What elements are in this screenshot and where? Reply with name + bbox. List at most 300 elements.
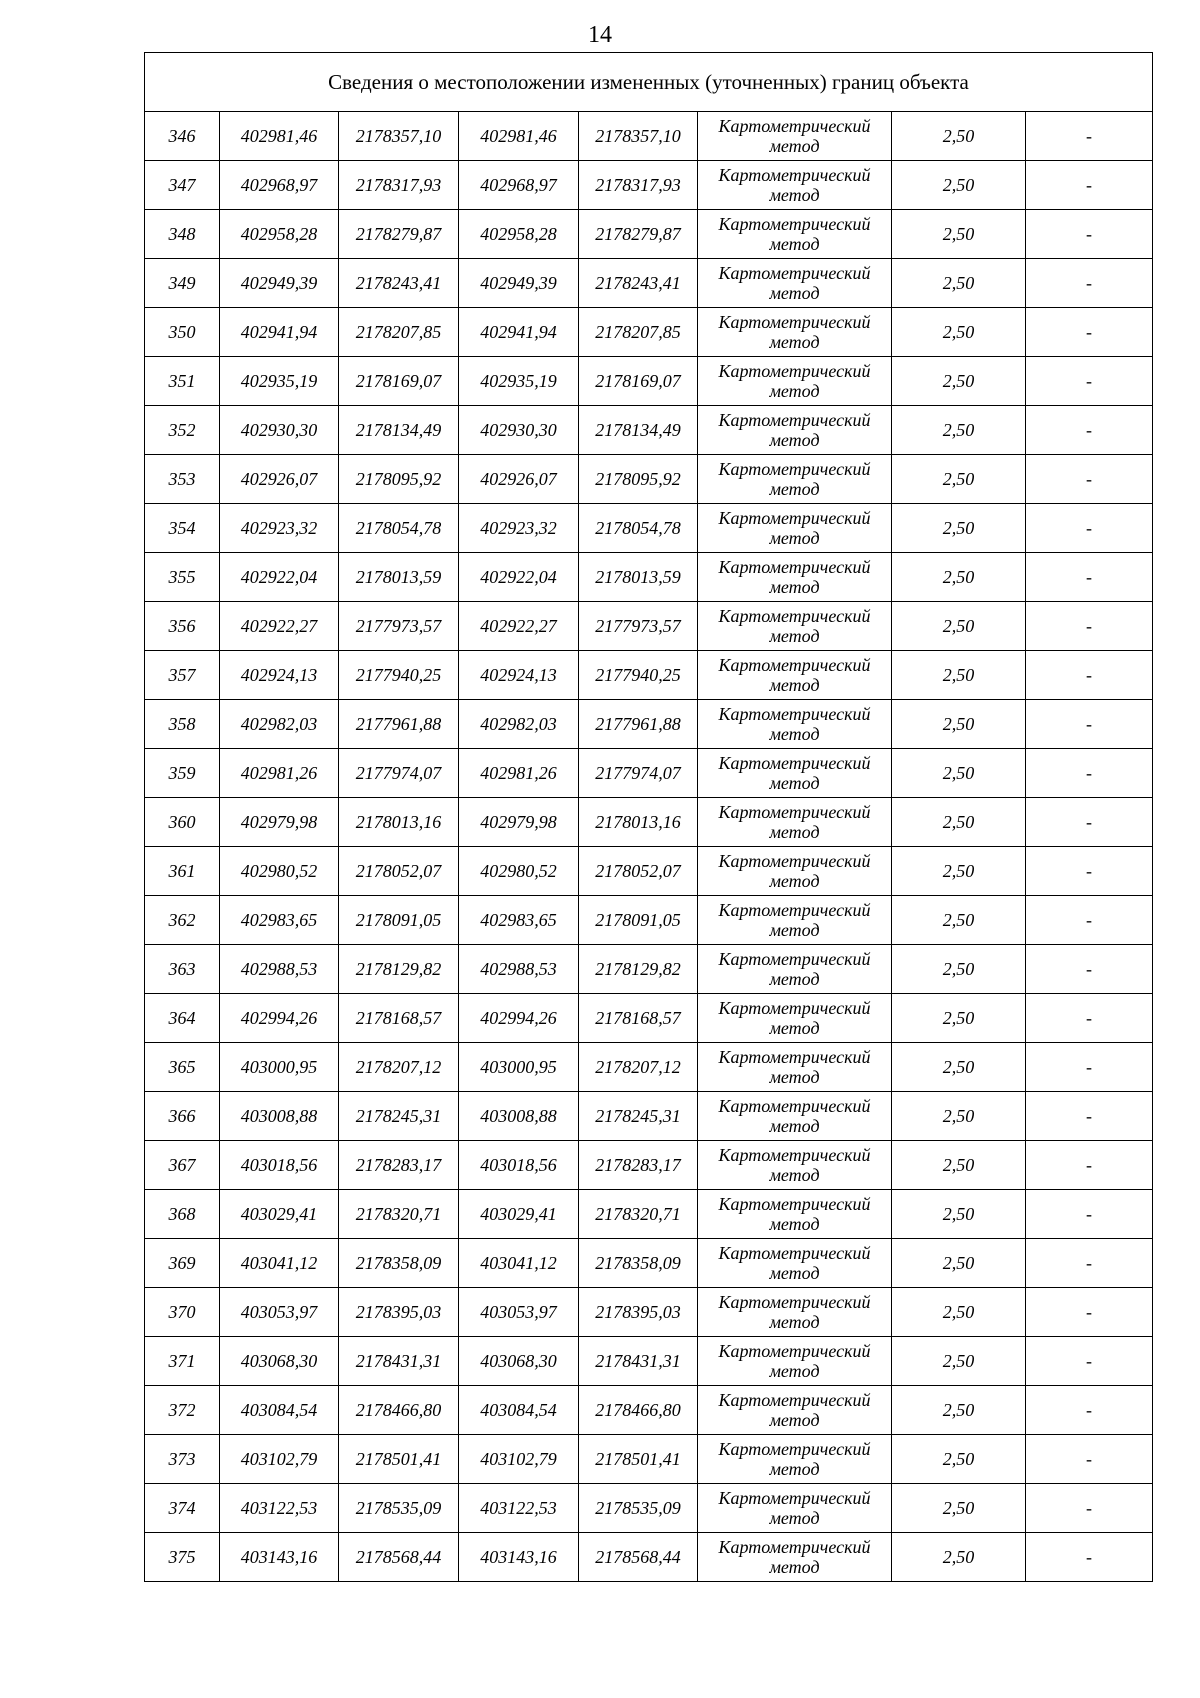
method-line-2: метод <box>769 1214 820 1234</box>
table-row <box>145 1533 1153 1582</box>
method-line-1: Картометрический <box>718 165 871 185</box>
description-cell: - <box>1026 161 1153 210</box>
y-existing-cell: 2177974,07 <box>339 749 459 798</box>
y-refined-cell: 2178568,44 <box>579 1533 698 1582</box>
description-cell: - <box>1026 1043 1153 1092</box>
x-existing-cell: 402923,32 <box>220 504 339 553</box>
table-row <box>145 847 1153 896</box>
y-existing-cell: 2178134,49 <box>339 406 459 455</box>
y-existing-cell: 2177940,25 <box>339 651 459 700</box>
x-existing-cell: 402988,53 <box>220 945 339 994</box>
point-number-cell: 365 <box>145 1043 220 1092</box>
point-number-cell: 354 <box>145 504 220 553</box>
method-line-2: метод <box>769 1361 820 1381</box>
method-cell <box>698 896 892 945</box>
method-cell <box>698 1043 892 1092</box>
method-line-1: Картометрический <box>718 1439 871 1459</box>
table-row <box>145 308 1153 357</box>
y-existing-cell: 2178245,31 <box>339 1092 459 1141</box>
accuracy-cell: 2,50 <box>892 553 1026 602</box>
table-row <box>145 798 1153 847</box>
x-existing-cell: 403068,30 <box>220 1337 339 1386</box>
method-line-2: метод <box>769 577 820 597</box>
x-refined-cell: 402979,98 <box>459 798 579 847</box>
y-refined-cell: 2178013,16 <box>579 798 698 847</box>
y-refined-cell: 2178013,59 <box>579 553 698 602</box>
method-cell <box>698 1288 892 1337</box>
table-row <box>145 1043 1153 1092</box>
table-row <box>145 259 1153 308</box>
x-refined-cell: 403029,41 <box>459 1190 579 1239</box>
method-line-2: метод <box>769 822 820 842</box>
method-cell <box>698 259 892 308</box>
y-refined-cell: 2178095,92 <box>579 455 698 504</box>
method-line-1: Картометрический <box>718 655 871 675</box>
description-cell: - <box>1026 406 1153 455</box>
method-line-2: метод <box>769 1508 820 1528</box>
x-refined-cell: 402922,04 <box>459 553 579 602</box>
method-cell <box>698 455 892 504</box>
y-refined-cell: 2178054,78 <box>579 504 698 553</box>
method-cell <box>698 504 892 553</box>
description-cell: - <box>1026 553 1153 602</box>
table-row <box>145 651 1153 700</box>
x-existing-cell: 402968,97 <box>220 161 339 210</box>
x-existing-cell: 402982,03 <box>220 700 339 749</box>
x-refined-cell: 402935,19 <box>459 357 579 406</box>
method-line-2: метод <box>769 1410 820 1430</box>
method-line-2: метод <box>769 675 820 695</box>
table-row <box>145 1239 1153 1288</box>
table-row <box>145 945 1153 994</box>
description-cell: - <box>1026 1337 1153 1386</box>
x-existing-cell: 403053,97 <box>220 1288 339 1337</box>
accuracy-cell: 2,50 <box>892 357 1026 406</box>
method-line-1: Картометрический <box>718 1145 871 1165</box>
point-number-cell: 368 <box>145 1190 220 1239</box>
method-cell <box>698 210 892 259</box>
method-line-2: метод <box>769 1557 820 1577</box>
method-cell <box>698 602 892 651</box>
y-existing-cell: 2178279,87 <box>339 210 459 259</box>
x-refined-cell: 402923,32 <box>459 504 579 553</box>
y-refined-cell: 2178501,41 <box>579 1435 698 1484</box>
point-number-cell: 370 <box>145 1288 220 1337</box>
method-line-2: метод <box>769 136 820 156</box>
table-row <box>145 210 1153 259</box>
method-cell <box>698 406 892 455</box>
y-refined-cell: 2177940,25 <box>579 651 698 700</box>
y-existing-cell: 2178207,12 <box>339 1043 459 1092</box>
accuracy-cell: 2,50 <box>892 1141 1026 1190</box>
description-cell: - <box>1026 210 1153 259</box>
y-refined-cell: 2178320,71 <box>579 1190 698 1239</box>
method-line-2: метод <box>769 479 820 499</box>
x-refined-cell: 402968,97 <box>459 161 579 210</box>
y-existing-cell: 2178168,57 <box>339 994 459 1043</box>
table-row <box>145 553 1153 602</box>
description-cell: - <box>1026 1141 1153 1190</box>
x-existing-cell: 402935,19 <box>220 357 339 406</box>
description-cell: - <box>1026 1288 1153 1337</box>
point-number-cell: 375 <box>145 1533 220 1582</box>
method-line-1: Картометрический <box>718 1194 871 1214</box>
method-line-1: Картометрический <box>718 116 871 136</box>
method-cell <box>698 308 892 357</box>
description-cell: - <box>1026 357 1153 406</box>
point-number-cell: 358 <box>145 700 220 749</box>
y-refined-cell: 2178207,85 <box>579 308 698 357</box>
accuracy-cell: 2,50 <box>892 455 1026 504</box>
y-refined-cell: 2178245,31 <box>579 1092 698 1141</box>
y-refined-cell: 2178431,31 <box>579 1337 698 1386</box>
x-refined-cell: 403018,56 <box>459 1141 579 1190</box>
accuracy-cell: 2,50 <box>892 1435 1026 1484</box>
y-existing-cell: 2178052,07 <box>339 847 459 896</box>
y-refined-cell: 2178134,49 <box>579 406 698 455</box>
y-refined-cell: 2177973,57 <box>579 602 698 651</box>
method-line-2: метод <box>769 1165 820 1185</box>
method-line-1: Картометрический <box>718 1341 871 1361</box>
x-refined-cell: 402958,28 <box>459 210 579 259</box>
y-existing-cell: 2178431,31 <box>339 1337 459 1386</box>
x-refined-cell: 403041,12 <box>459 1239 579 1288</box>
point-number-cell: 361 <box>145 847 220 896</box>
y-existing-cell: 2178535,09 <box>339 1484 459 1533</box>
x-existing-cell: 402949,39 <box>220 259 339 308</box>
table-row <box>145 700 1153 749</box>
x-existing-cell: 402983,65 <box>220 896 339 945</box>
method-cell <box>698 1337 892 1386</box>
point-number-cell: 374 <box>145 1484 220 1533</box>
table-row <box>145 994 1153 1043</box>
x-existing-cell: 402930,30 <box>220 406 339 455</box>
method-cell <box>698 1435 892 1484</box>
accuracy-cell: 2,50 <box>892 1239 1026 1288</box>
x-refined-cell: 403084,54 <box>459 1386 579 1435</box>
x-existing-cell: 403102,79 <box>220 1435 339 1484</box>
method-line-2: метод <box>769 920 820 940</box>
point-number-cell: 362 <box>145 896 220 945</box>
x-refined-cell: 403008,88 <box>459 1092 579 1141</box>
table-row <box>145 1484 1153 1533</box>
description-cell: - <box>1026 1092 1153 1141</box>
x-refined-cell: 403102,79 <box>459 1435 579 1484</box>
accuracy-cell: 2,50 <box>892 406 1026 455</box>
x-refined-cell: 402982,03 <box>459 700 579 749</box>
y-refined-cell: 2178395,03 <box>579 1288 698 1337</box>
method-line-1: Картометрический <box>718 214 871 234</box>
x-refined-cell: 403000,95 <box>459 1043 579 1092</box>
method-line-1: Картометрический <box>718 410 871 430</box>
point-number-cell: 363 <box>145 945 220 994</box>
method-cell <box>698 1190 892 1239</box>
table-row <box>145 357 1153 406</box>
accuracy-cell: 2,50 <box>892 602 1026 651</box>
point-number-cell: 352 <box>145 406 220 455</box>
method-line-1: Картометрический <box>718 704 871 724</box>
table-row <box>145 1141 1153 1190</box>
method-line-2: метод <box>769 773 820 793</box>
point-number-cell: 347 <box>145 161 220 210</box>
method-line-1: Картометрический <box>718 312 871 332</box>
method-line-1: Картометрический <box>718 949 871 969</box>
table-row <box>145 896 1153 945</box>
description-cell: - <box>1026 847 1153 896</box>
accuracy-cell: 2,50 <box>892 308 1026 357</box>
x-refined-cell: 402981,46 <box>459 112 579 161</box>
x-refined-cell: 402981,26 <box>459 749 579 798</box>
y-existing-cell: 2178054,78 <box>339 504 459 553</box>
method-line-1: Картометрический <box>718 1488 871 1508</box>
y-existing-cell: 2178317,93 <box>339 161 459 210</box>
point-number-cell: 350 <box>145 308 220 357</box>
point-number-cell: 372 <box>145 1386 220 1435</box>
point-number-cell: 364 <box>145 994 220 1043</box>
table-row <box>145 406 1153 455</box>
accuracy-cell: 2,50 <box>892 896 1026 945</box>
table-row <box>145 1288 1153 1337</box>
x-existing-cell: 403041,12 <box>220 1239 339 1288</box>
y-refined-cell: 2178358,09 <box>579 1239 698 1288</box>
x-existing-cell: 402922,27 <box>220 602 339 651</box>
x-existing-cell: 402980,52 <box>220 847 339 896</box>
y-refined-cell: 2177961,88 <box>579 700 698 749</box>
method-line-2: метод <box>769 1018 820 1038</box>
description-cell: - <box>1026 259 1153 308</box>
y-existing-cell: 2178501,41 <box>339 1435 459 1484</box>
accuracy-cell: 2,50 <box>892 161 1026 210</box>
description-cell: - <box>1026 651 1153 700</box>
table-row <box>145 1092 1153 1141</box>
method-cell <box>698 994 892 1043</box>
method-cell <box>698 749 892 798</box>
accuracy-cell: 2,50 <box>892 259 1026 308</box>
table-row <box>145 1435 1153 1484</box>
x-existing-cell: 402958,28 <box>220 210 339 259</box>
method-line-1: Картометрический <box>718 1096 871 1116</box>
description-cell: - <box>1026 1484 1153 1533</box>
x-refined-cell: 402988,53 <box>459 945 579 994</box>
point-number-cell: 353 <box>145 455 220 504</box>
x-existing-cell: 403008,88 <box>220 1092 339 1141</box>
y-existing-cell: 2178395,03 <box>339 1288 459 1337</box>
method-line-2: метод <box>769 185 820 205</box>
accuracy-cell: 2,50 <box>892 1043 1026 1092</box>
description-cell: - <box>1026 112 1153 161</box>
accuracy-cell: 2,50 <box>892 994 1026 1043</box>
y-existing-cell: 2178568,44 <box>339 1533 459 1582</box>
method-cell <box>698 847 892 896</box>
description-cell: - <box>1026 1386 1153 1435</box>
description-cell: - <box>1026 749 1153 798</box>
point-number-cell: 373 <box>145 1435 220 1484</box>
y-existing-cell: 2177973,57 <box>339 602 459 651</box>
table-row <box>145 749 1153 798</box>
method-cell <box>698 651 892 700</box>
accuracy-cell: 2,50 <box>892 1386 1026 1435</box>
table-row <box>145 161 1153 210</box>
accuracy-cell: 2,50 <box>892 749 1026 798</box>
y-refined-cell: 2178129,82 <box>579 945 698 994</box>
table-row <box>145 455 1153 504</box>
method-cell <box>698 161 892 210</box>
table-row <box>145 1337 1153 1386</box>
y-refined-cell: 2178091,05 <box>579 896 698 945</box>
point-number-cell: 367 <box>145 1141 220 1190</box>
y-refined-cell: 2178243,41 <box>579 259 698 308</box>
y-existing-cell: 2178357,10 <box>339 112 459 161</box>
method-line-1: Картометрический <box>718 459 871 479</box>
method-cell <box>698 553 892 602</box>
method-line-2: метод <box>769 430 820 450</box>
accuracy-cell: 2,50 <box>892 504 1026 553</box>
method-line-2: метод <box>769 1312 820 1332</box>
method-line-1: Картометрический <box>718 1047 871 1067</box>
x-existing-cell: 403000,95 <box>220 1043 339 1092</box>
method-cell <box>698 1092 892 1141</box>
method-cell <box>698 700 892 749</box>
method-cell <box>698 112 892 161</box>
accuracy-cell: 2,50 <box>892 1533 1026 1582</box>
method-line-1: Картометрический <box>718 1537 871 1557</box>
x-existing-cell: 402981,26 <box>220 749 339 798</box>
y-refined-cell: 2178169,07 <box>579 357 698 406</box>
y-existing-cell: 2178283,17 <box>339 1141 459 1190</box>
x-refined-cell: 402926,07 <box>459 455 579 504</box>
method-line-2: метод <box>769 724 820 744</box>
x-existing-cell: 403018,56 <box>220 1141 339 1190</box>
y-refined-cell: 2178357,10 <box>579 112 698 161</box>
point-number-cell: 355 <box>145 553 220 602</box>
x-refined-cell: 403143,16 <box>459 1533 579 1582</box>
y-existing-cell: 2178129,82 <box>339 945 459 994</box>
description-cell: - <box>1026 504 1153 553</box>
method-cell <box>698 798 892 847</box>
method-line-2: метод <box>769 1116 820 1136</box>
point-number-cell: 359 <box>145 749 220 798</box>
y-refined-cell: 2177974,07 <box>579 749 698 798</box>
boundary-coordinates-table <box>144 52 1153 1582</box>
point-number-cell: 346 <box>145 112 220 161</box>
y-refined-cell: 2178283,17 <box>579 1141 698 1190</box>
method-line-1: Картометрический <box>718 900 871 920</box>
method-line-1: Картометрический <box>718 998 871 1018</box>
method-line-2: метод <box>769 381 820 401</box>
description-cell: - <box>1026 308 1153 357</box>
description-cell: - <box>1026 700 1153 749</box>
method-line-2: метод <box>769 1067 820 1087</box>
point-number-cell: 349 <box>145 259 220 308</box>
description-cell: - <box>1026 945 1153 994</box>
description-cell: - <box>1026 798 1153 847</box>
x-existing-cell: 402979,98 <box>220 798 339 847</box>
description-cell: - <box>1026 602 1153 651</box>
x-refined-cell: 403053,97 <box>459 1288 579 1337</box>
description-cell: - <box>1026 1190 1153 1239</box>
method-line-2: метод <box>769 283 820 303</box>
x-refined-cell: 402941,94 <box>459 308 579 357</box>
y-existing-cell: 2177961,88 <box>339 700 459 749</box>
x-existing-cell: 403122,53 <box>220 1484 339 1533</box>
description-cell: - <box>1026 455 1153 504</box>
accuracy-cell: 2,50 <box>892 798 1026 847</box>
accuracy-cell: 2,50 <box>892 210 1026 259</box>
x-refined-cell: 402930,30 <box>459 406 579 455</box>
method-line-1: Картометрический <box>718 851 871 871</box>
point-number-cell: 356 <box>145 602 220 651</box>
method-line-1: Картометрический <box>718 753 871 773</box>
x-refined-cell: 402922,27 <box>459 602 579 651</box>
method-line-2: метод <box>769 332 820 352</box>
method-line-1: Картометрический <box>718 557 871 577</box>
method-line-1: Картометрический <box>718 1243 871 1263</box>
y-existing-cell: 2178466,80 <box>339 1386 459 1435</box>
y-existing-cell: 2178091,05 <box>339 896 459 945</box>
x-refined-cell: 402994,26 <box>459 994 579 1043</box>
accuracy-cell: 2,50 <box>892 1484 1026 1533</box>
table-row <box>145 1386 1153 1435</box>
point-number-cell: 371 <box>145 1337 220 1386</box>
table-row <box>145 1190 1153 1239</box>
x-existing-cell: 402941,94 <box>220 308 339 357</box>
method-line-2: метод <box>769 969 820 989</box>
accuracy-cell: 2,50 <box>892 651 1026 700</box>
y-existing-cell: 2178207,85 <box>339 308 459 357</box>
x-existing-cell: 403084,54 <box>220 1386 339 1435</box>
x-existing-cell: 402922,04 <box>220 553 339 602</box>
y-refined-cell: 2178535,09 <box>579 1484 698 1533</box>
y-refined-cell: 2178317,93 <box>579 161 698 210</box>
y-refined-cell: 2178168,57 <box>579 994 698 1043</box>
x-existing-cell: 402981,46 <box>220 112 339 161</box>
x-refined-cell: 403068,30 <box>459 1337 579 1386</box>
point-number-cell: 357 <box>145 651 220 700</box>
method-line-2: метод <box>769 871 820 891</box>
method-line-1: Картометрический <box>718 361 871 381</box>
table-row <box>145 112 1153 161</box>
method-line-1: Картометрический <box>718 802 871 822</box>
method-cell <box>698 1141 892 1190</box>
x-refined-cell: 402983,65 <box>459 896 579 945</box>
point-number-cell: 360 <box>145 798 220 847</box>
table-row <box>145 602 1153 651</box>
method-line-1: Картометрический <box>718 606 871 626</box>
method-cell <box>698 1484 892 1533</box>
y-existing-cell: 2178013,59 <box>339 553 459 602</box>
method-cell <box>698 1239 892 1288</box>
y-existing-cell: 2178013,16 <box>339 798 459 847</box>
table-title: Сведения о местоположении измененных (уточненных) границ объекта <box>145 53 1153 112</box>
accuracy-cell: 2,50 <box>892 1092 1026 1141</box>
method-line-2: метод <box>769 1263 820 1283</box>
method-line-2: метод <box>769 234 820 254</box>
point-number-cell: 348 <box>145 210 220 259</box>
y-refined-cell: 2178052,07 <box>579 847 698 896</box>
method-line-1: Картометрический <box>718 1390 871 1410</box>
page-number: 14 <box>588 22 612 48</box>
accuracy-cell: 2,50 <box>892 112 1026 161</box>
y-existing-cell: 2178095,92 <box>339 455 459 504</box>
y-refined-cell: 2178207,12 <box>579 1043 698 1092</box>
accuracy-cell: 2,50 <box>892 1337 1026 1386</box>
x-existing-cell: 403143,16 <box>220 1533 339 1582</box>
description-cell: - <box>1026 896 1153 945</box>
accuracy-cell: 2,50 <box>892 1288 1026 1337</box>
method-line-1: Картометрический <box>718 1292 871 1312</box>
accuracy-cell: 2,50 <box>892 1190 1026 1239</box>
x-refined-cell: 402949,39 <box>459 259 579 308</box>
